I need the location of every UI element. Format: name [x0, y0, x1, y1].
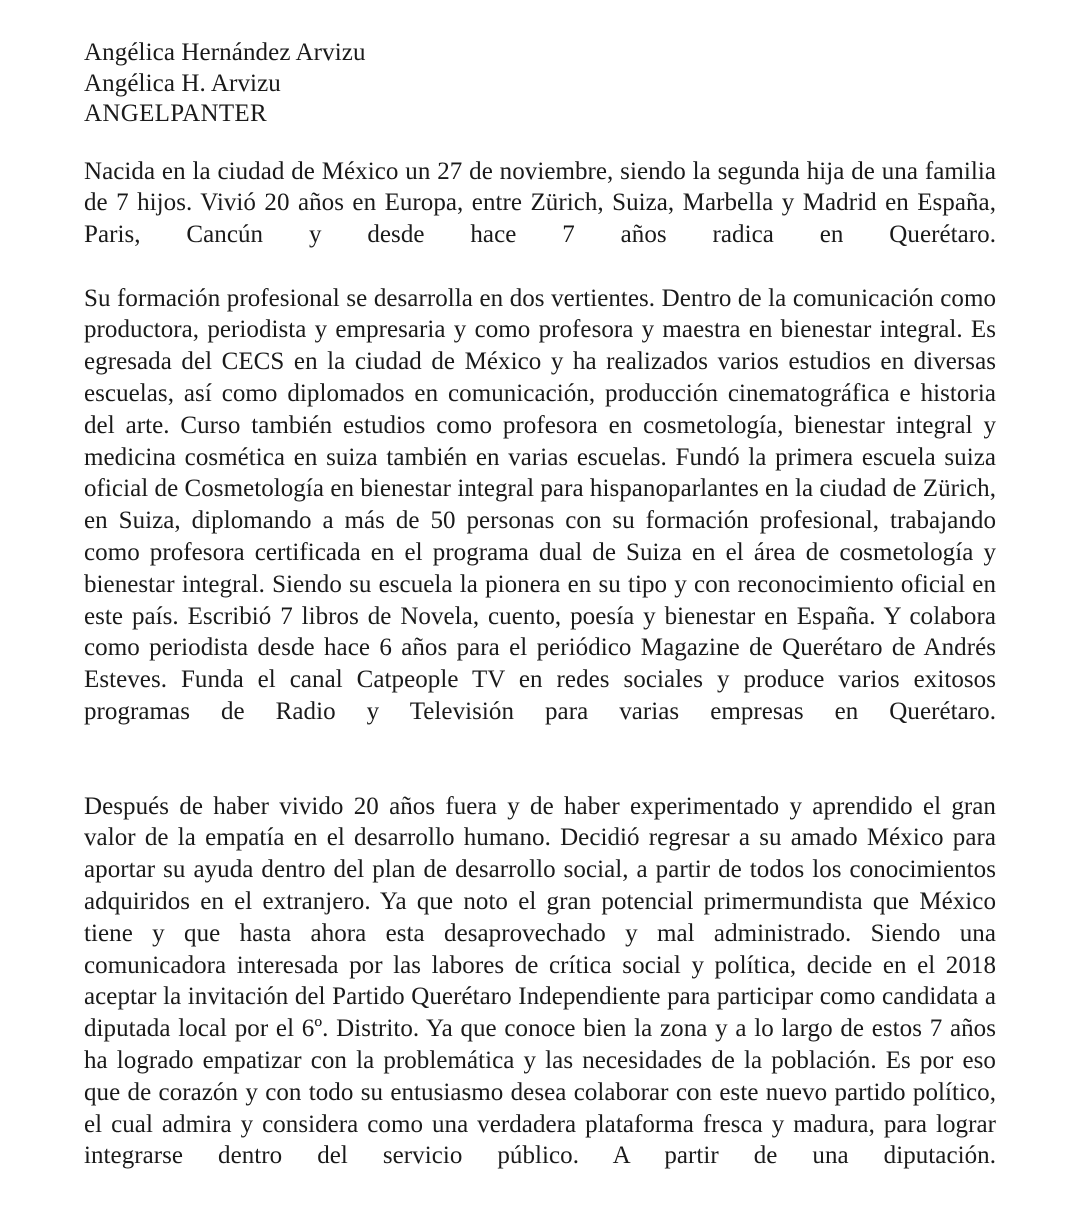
paragraph-3: Después de haber vivido 20 años fuera y de haber experimentado y aprendido el gran valor de la empatía en el desarrollo humano. Decidió regresar a su amado México para aportar su ayuda dentro del plan de desarrollo social, a partir de todos los conocimientos adquiridos en el extranjero. Ya que noto el gran potencial primermundista que México tiene y que hasta ahora esta desaprovechado y mal administrado. Siendo una comunicadora interesada por las labores de crítica social y política, decide en el 2018 aceptar la invitación del Partido Querétaro Independiente para participar como candidata a diputada local por el 6º. Distrito. Ya que conoce bien la zona y a lo largo de estos 7 años ha logrado empatizar con la problemática y las necesidades de la población. Es por eso que de corazón y con todo su entusiasmo desea colaborar con este nuevo partido político, el cual admira y considera como una verdadera plataforma fresca y madura, para lograr integrarse dentro del servicio público. A partir de una diputación. — [84, 792, 996, 1170]
paragraph-1: Nacida en la ciudad de México un 27 de noviembre, siendo la segunda hija de una familia de 7 hijos. Vivió 20 años en Europa, entre Zürich, Suiza, Marbella y Madrid en España, Paris, Cancún y desde hace 7 años radica en Querétaro. — [84, 157, 996, 249]
author-alias: ANGELPANTER — [84, 100, 267, 127]
document-body — [84, 156, 996, 1205]
author-header — [84, 38, 996, 130]
paragraph-spacer — [84, 760, 996, 791]
author-full-name: Angélica Hernández Arvizu — [84, 39, 366, 66]
author-short-name: Angélica H. Arvizu — [84, 69, 281, 97]
paragraph-2: Su formación profesional se desarrolla en dos vertientes. Dentro de la comunicación como productora, periodista y empresaria y como profesora y maestra en bienestar integral. Es egresada del CECS en la ciudad de México y ha realizados varios estudios en diversas escuelas, así como diplomados en comunicación, producción cinematográfica e historia del arte. Curso también estudios como profesora en cosmetología, bienestar integral y medicina cosmética en suiza también en varias escuelas. Fundó la primera escuela suiza oficial de Cosmetología en bienestar integral para hispanoparlantes en la ciudad de Zürich, en Suiza, diplomando a más de 50 personas con su formación profesional, trabajando como profesora certificada en el programa dual de Suiza en el área de cosmetología y bienestar integral. Siendo su escuela la pionera en su tipo y con reconocimiento oficial en este país. Escribió 7 libros de Novela, cuento, poesía y bienestar en España. Y colabora como periodista desde hace 6 años para el periódico Magazine de Querétaro de Andrés Esteves. Funda el canal Catpeople TV en redes sociales y produce varios exitosos programas de Radio y Televisión para varias empresas en Querétaro. — [84, 284, 996, 726]
